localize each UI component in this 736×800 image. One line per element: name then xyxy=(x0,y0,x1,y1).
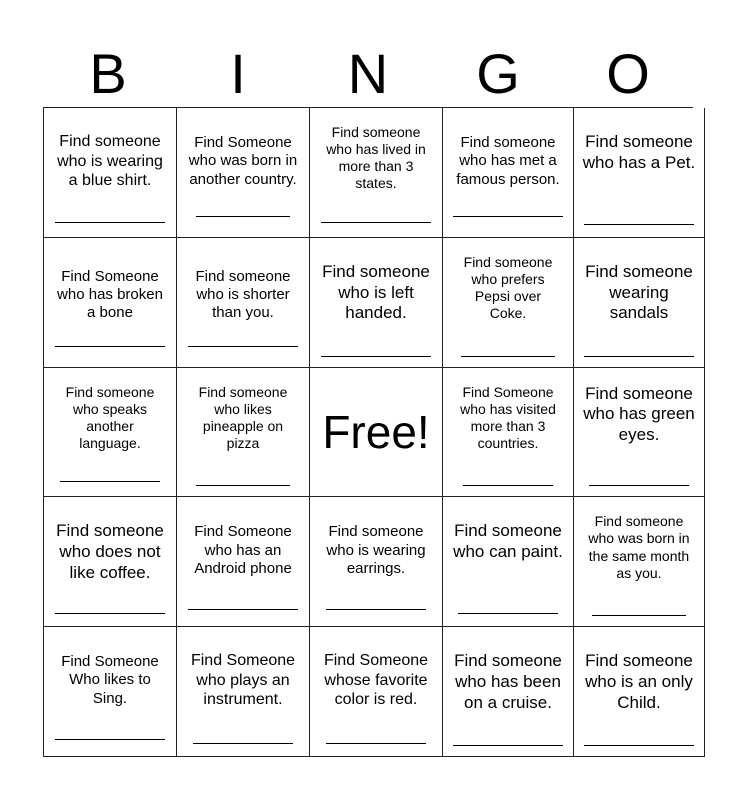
name-line[interactable] xyxy=(321,356,431,357)
name-line[interactable] xyxy=(196,485,290,486)
cell-prompt: Find someone who is left handed. xyxy=(322,261,430,323)
name-line[interactable] xyxy=(453,216,563,217)
cell-prompt: Find someone who is wearing a blue shirt. xyxy=(57,133,163,190)
cell-prompt: Find someone who prefers Pepsi over Coke. xyxy=(463,253,553,322)
header-letter-i: I xyxy=(230,42,246,105)
cell-prompt: Find someone who is an only Child. xyxy=(585,651,693,712)
free-space xyxy=(310,368,443,498)
name-line[interactable] xyxy=(592,615,686,616)
bingo-cell[interactable] xyxy=(443,108,574,238)
bingo-cell[interactable] xyxy=(574,238,705,368)
bingo-cell[interactable] xyxy=(177,108,310,238)
name-line[interactable] xyxy=(188,609,298,610)
cell-prompt: Find Someone who has an Android phone xyxy=(194,523,292,577)
name-line[interactable] xyxy=(589,485,689,486)
name-line[interactable] xyxy=(584,224,694,225)
name-line[interactable] xyxy=(326,609,426,610)
bingo-cell[interactable] xyxy=(443,238,574,368)
bingo-cell[interactable] xyxy=(310,497,443,627)
bingo-cell[interactable] xyxy=(574,497,705,627)
bingo-cell[interactable] xyxy=(574,627,705,757)
bingo-header xyxy=(43,40,693,108)
cell-prompt: Find Someone who plays an instrument. xyxy=(190,652,296,709)
bingo-cell[interactable] xyxy=(177,627,310,757)
cell-prompt: Find someone who speaks another language. xyxy=(65,383,155,451)
header-letter-g: G xyxy=(476,42,520,105)
header-letter-o: O xyxy=(606,42,650,105)
name-line[interactable] xyxy=(188,346,298,347)
bingo-cell[interactable] xyxy=(310,108,443,238)
cell-prompt: Find Someone whose favorite color is red. xyxy=(323,652,429,709)
name-line[interactable] xyxy=(321,222,431,223)
cell-prompt: Find someone who has lived in more than 3 states. xyxy=(326,124,426,192)
cell-prompt: Find someone who has been on a cruise. xyxy=(454,651,562,712)
bingo-cell[interactable] xyxy=(310,238,443,368)
name-line[interactable] xyxy=(463,485,553,486)
bingo-cell[interactable] xyxy=(44,368,177,498)
bingo-cell[interactable] xyxy=(443,627,574,757)
bingo-cell[interactable] xyxy=(574,368,705,498)
cell-prompt: Find someone who has green eyes. xyxy=(583,383,695,445)
cell-prompt: Find someone who does not like coffee. xyxy=(56,521,164,582)
name-line[interactable] xyxy=(55,739,165,740)
name-line[interactable] xyxy=(584,745,694,746)
cell-prompt: Find Someone who was born in another country. xyxy=(188,134,298,188)
cell-prompt: Find someone who has met a famous person. xyxy=(456,134,560,188)
name-line[interactable] xyxy=(55,346,165,347)
bingo-cell[interactable] xyxy=(177,368,310,498)
cell-prompt: Find someone who likes pineapple on pizza xyxy=(198,383,288,451)
bingo-cell[interactable] xyxy=(443,368,574,498)
bingo-cell[interactable] xyxy=(44,238,177,368)
name-line[interactable] xyxy=(55,613,165,614)
name-line[interactable] xyxy=(326,743,426,744)
cell-prompt: Find Someone who has visited more than 3 countries. xyxy=(460,383,556,451)
bingo-board xyxy=(43,107,696,757)
bingo-cell[interactable] xyxy=(177,497,310,627)
cell-prompt: Find someone who is shorter than you. xyxy=(195,267,291,322)
cell-prompt: Find someone who has a Pet. xyxy=(582,132,696,172)
bingo-cell[interactable] xyxy=(44,497,177,627)
header-letter-n: N xyxy=(347,42,389,105)
name-line[interactable] xyxy=(60,481,160,482)
bingo-cell[interactable] xyxy=(574,108,705,238)
name-line[interactable] xyxy=(584,356,694,357)
bingo-cell[interactable] xyxy=(177,238,310,368)
cell-prompt: Find someone who is wearing earrings. xyxy=(326,523,426,577)
name-line[interactable] xyxy=(193,743,293,744)
bingo-cell[interactable] xyxy=(44,108,177,238)
name-line[interactable] xyxy=(453,745,563,746)
name-line[interactable] xyxy=(461,356,555,357)
cell-prompt: Find someone who can paint. xyxy=(453,521,563,562)
header-letter-b: B xyxy=(89,42,127,105)
cell-prompt: Find someone wearing sandals xyxy=(585,261,693,323)
cell-prompt: Find Someone who has broken a bone xyxy=(57,267,163,322)
bingo-cell[interactable] xyxy=(443,497,574,627)
bingo-cell[interactable] xyxy=(44,627,177,757)
cell-prompt: Find someone who was born in the same month as you. xyxy=(588,513,690,581)
free-label: Free! xyxy=(322,405,430,458)
name-line[interactable] xyxy=(55,222,165,223)
name-line[interactable] xyxy=(196,216,290,217)
name-line[interactable] xyxy=(458,613,558,614)
bingo-cell[interactable] xyxy=(310,627,443,757)
cell-prompt: Find Someone Who likes to Sing. xyxy=(61,653,159,707)
